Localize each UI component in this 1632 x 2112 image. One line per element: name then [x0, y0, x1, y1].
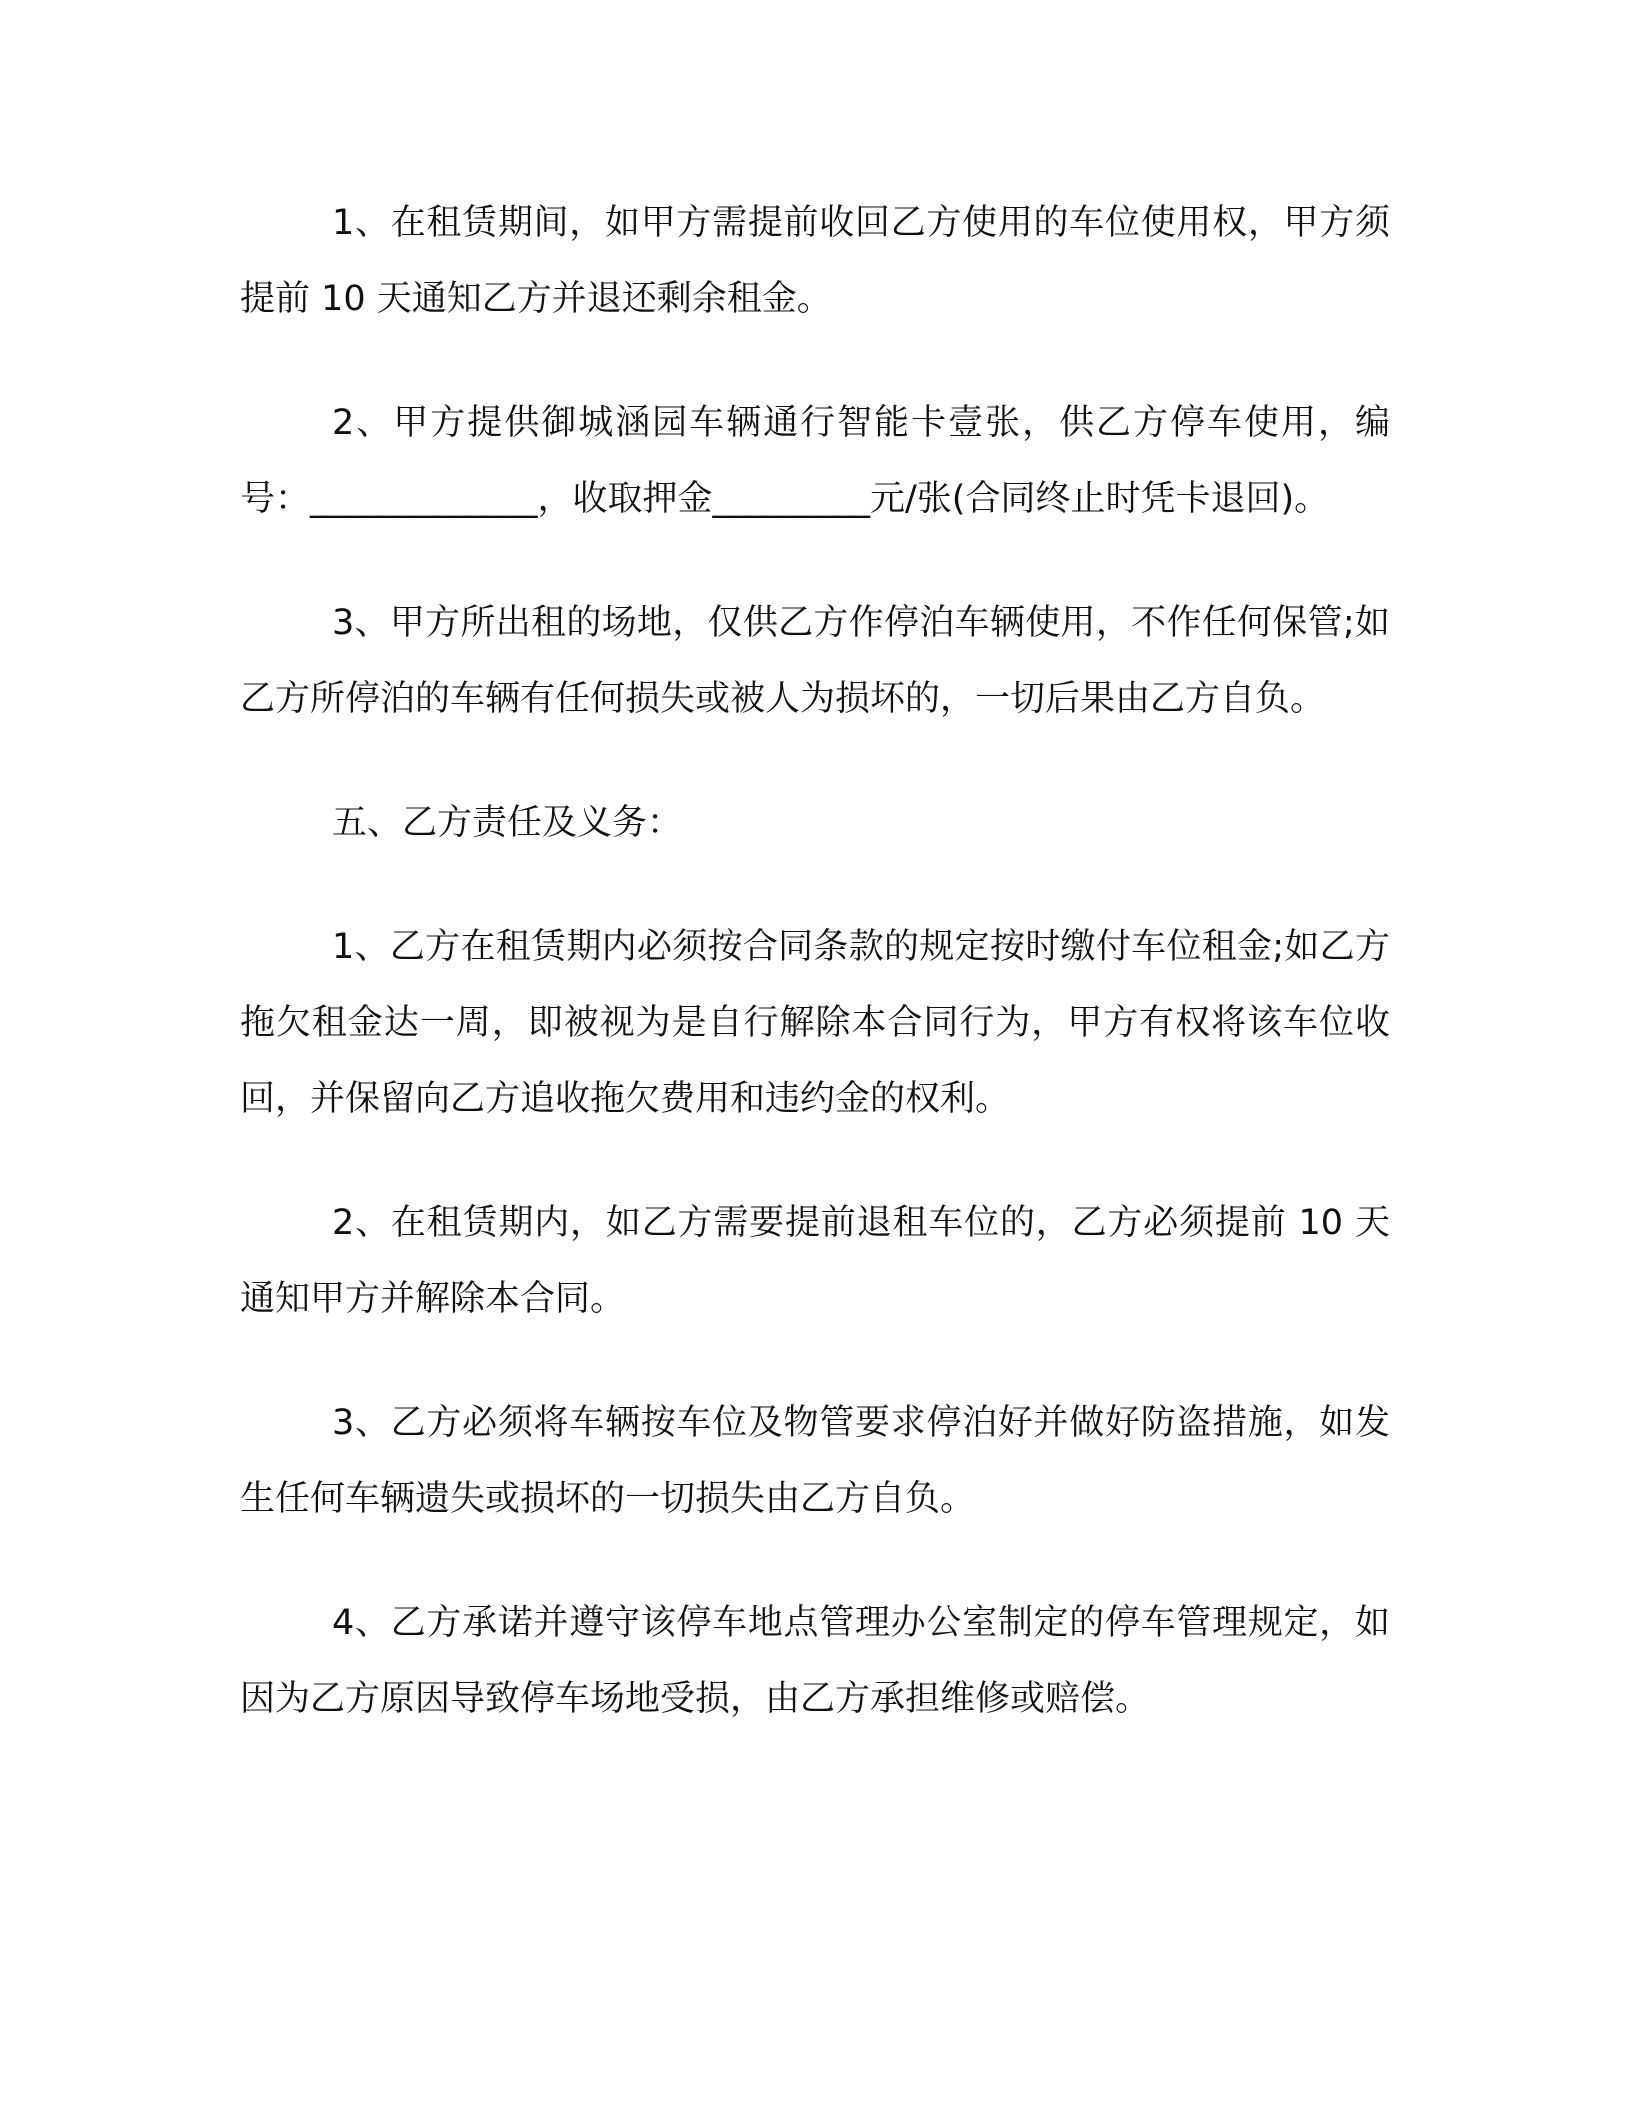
clause-b3-parking-security: 3、乙方必须将车辆按车位及物管要求停泊好并做好防盗措施，如发生任何车辆遗失或损坏的一切损失由乙方自负。 — [240, 1403, 1390, 1519]
section-heading-party-b-duties: 五、乙方责任及义务： — [332, 803, 683, 843]
clause-a3-no-custody: 3、甲方所出租的场地，仅供乙方作停泊车辆使用，不作任何保管;如乙方所停泊的车辆有任何损失或被人为损坏的，一切后果由乙方自负。 — [240, 603, 1390, 719]
clause-a1-early-recall: 1、在租赁期间，如甲方需提前收回乙方使用的车位使用权，甲方须提前 10 天通知乙方并退还剩余租金。 — [240, 203, 1390, 319]
clause-b2-early-termination: 2、在租赁期内，如乙方需要提前退租车位的，乙方必须提前 10 天通知甲方并解除本合同。 — [240, 1203, 1390, 1319]
clause-b1-rent-payment: 1、乙方在租赁期内必须按合同条款的规定按时缴付车位租金;如乙方拖欠租金达一周，即被视为是自行解除本合同行为，甲方有权将该车位收回，并保留向乙方追收拖欠费用和违约金的权利。 — [240, 927, 1390, 1119]
document-body — [240, 185, 1390, 1785]
clause-b4-parking-rules: 4、乙方承诺并遵守该停车地点管理办公室制定的停车管理规定，如因为乙方原因导致停车场地受损，由乙方承担维修或赔偿。 — [240, 1603, 1390, 1719]
clause-a2-access-card: 2、甲方提供御城涵园车辆通行智能卡壹张，供乙方停车使用，编号：_____________，收取押金_________元/张(合同终止时凭卡退回)。 — [240, 403, 1390, 519]
